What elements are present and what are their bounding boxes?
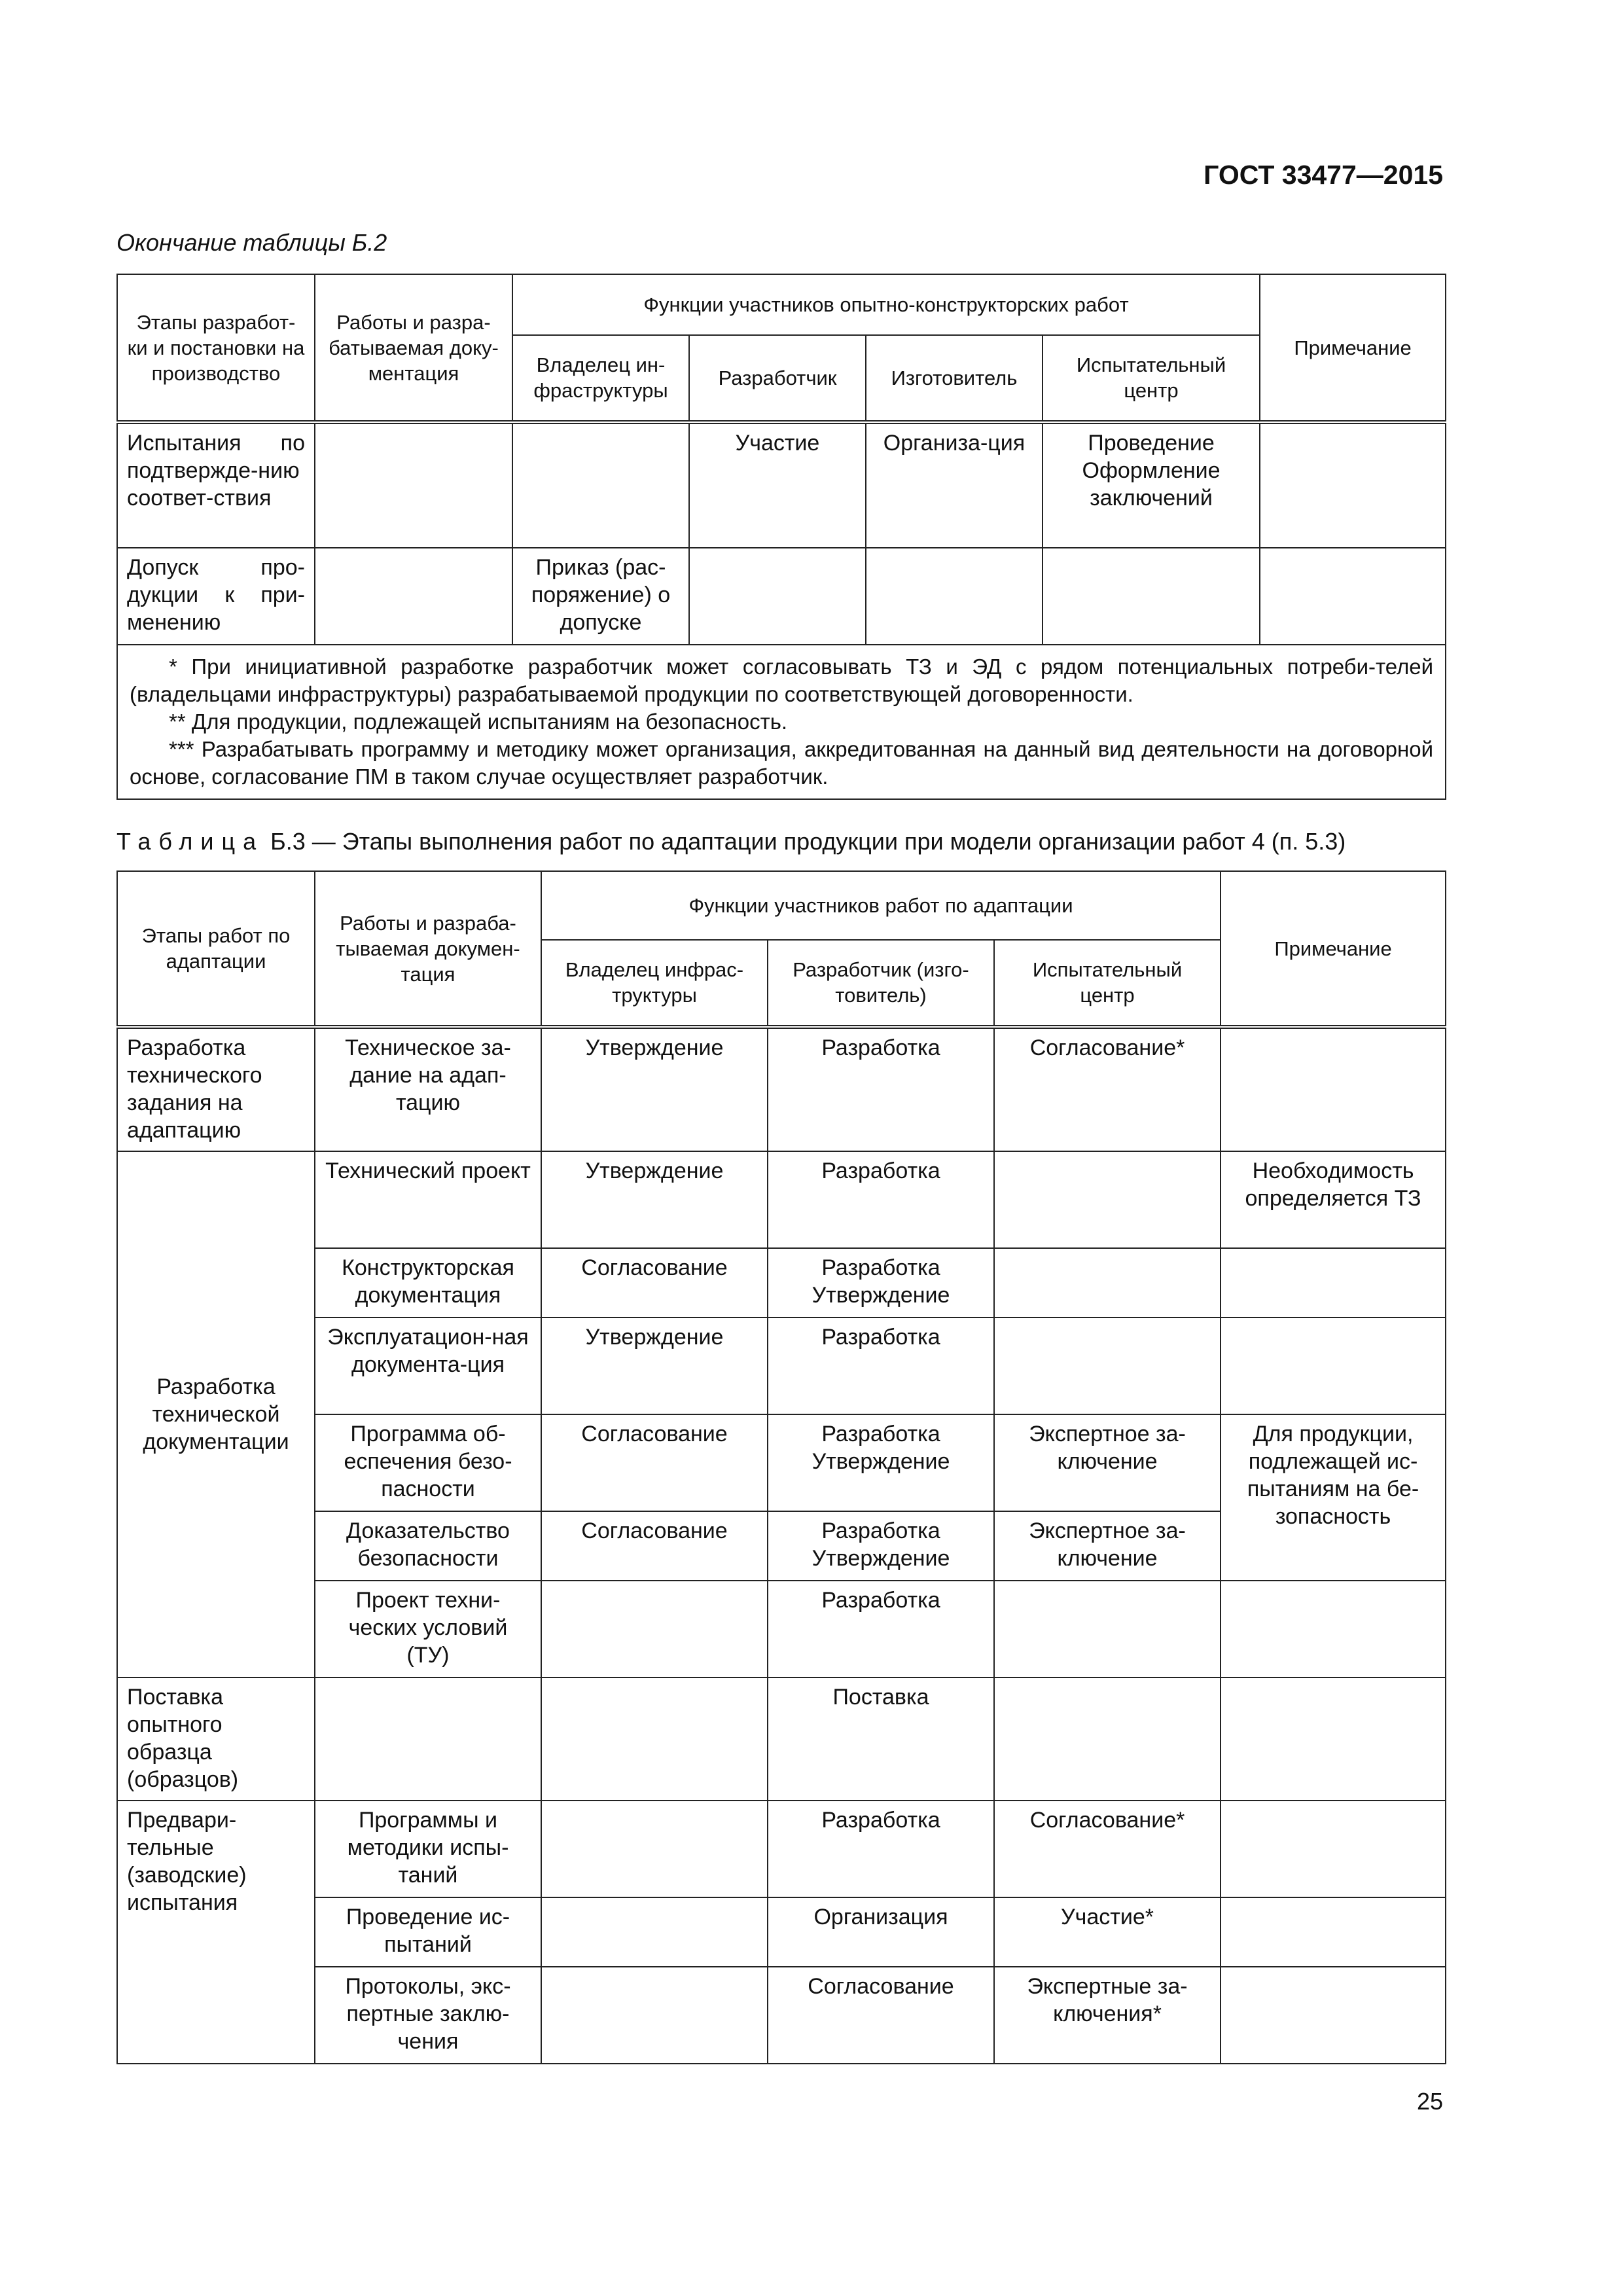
b3-cell-note [1221, 1677, 1446, 1801]
b3-cell-owner: Согласование [541, 1511, 768, 1581]
b3-cell-works: Программа об-еспечения безо-пасности [315, 1414, 541, 1511]
b3-header-test-center: Испытательный центр [994, 940, 1221, 1027]
b3-cell-works: Программы и методики испы-таний [315, 1801, 541, 1897]
b2-header-functions: Функции участников опытно-конструкторских работ [512, 274, 1260, 335]
b2-cell-developer [689, 548, 866, 645]
b3-cell-works: Техническое за-дание на адап-тацию [315, 1027, 541, 1151]
b3-cell-developer: Разработка [768, 1581, 994, 1677]
b3-cell-developer: Разработка Утверждение [768, 1414, 994, 1511]
table-row [117, 1581, 1446, 1677]
table-b3-caption [116, 828, 1346, 855]
table-row [117, 1027, 1446, 1151]
table-row [117, 1248, 1446, 1318]
b3-cell-note [1221, 1801, 1446, 1897]
b3-cell-works: Технический проект [315, 1151, 541, 1248]
table-row [117, 1414, 1446, 1511]
b2-cell-manufacturer [866, 548, 1043, 645]
b3-cell-developer: Разработка Утверждение [768, 1248, 994, 1318]
table-b3 [116, 870, 1446, 2064]
b3-cell-owner [541, 1897, 768, 1967]
b3-cell-works [315, 1677, 541, 1801]
b3-header-developer: Разработчик (изго-товитель) [768, 940, 994, 1027]
b3-cell-owner [541, 1581, 768, 1677]
b3-cell-note [1221, 1248, 1446, 1318]
b3-cell-owner [541, 1677, 768, 1801]
b3-header-note: Примечание [1221, 871, 1446, 1027]
b2-footnotes [117, 645, 1446, 799]
b3-cell-owner: Утверждение [541, 1318, 768, 1414]
b2-cell-manufacturer: Организа-ция [866, 422, 1043, 548]
b3-cell-test-center: Согласование* [994, 1027, 1221, 1151]
document-number: ГОСТ 33477—2015 [1204, 160, 1443, 190]
b2-cell-test-center [1043, 548, 1260, 645]
b3-cell-owner [541, 1801, 768, 1897]
b3-cell-note [1221, 1318, 1446, 1414]
b3-cell-stage: Предвари-тельные (заводские) испытания [117, 1801, 315, 2064]
b3-cell-owner [541, 1967, 768, 2064]
b3-cell-note: Для продукции, подлежащей ис-пытаниям на бе-зопасность [1221, 1414, 1446, 1581]
b3-cell-stage: Поставка опытного образца (образцов) [117, 1677, 315, 1801]
b3-cell-developer: Разработка Утверждение [768, 1511, 994, 1581]
b2-cell-stage: Испытания по подтвержде-нию соответ-ствия [117, 422, 315, 548]
table-row [117, 548, 1446, 645]
b3-cell-works: Проведение ис-пытаний [315, 1897, 541, 1967]
b3-cell-developer: Организация [768, 1897, 994, 1967]
b2-cell-stage: Допуск про-дукции к при-менению [117, 548, 315, 645]
b3-cell-works: Эксплуатацион-ная документа-ция [315, 1318, 541, 1414]
b3-cell-test-center [994, 1248, 1221, 1318]
b3-cell-works: Протоколы, экс-пертные заклю-чения [315, 1967, 541, 2064]
footnote-2: ** Для продукции, подлежащей испытаниям на безопасность. [169, 709, 788, 734]
b3-cell-works: Конструкторская документация [315, 1248, 541, 1318]
b3-cell-developer: Разработка [768, 1027, 994, 1151]
b2-cell-works [315, 548, 512, 645]
b3-header-stage: Этапы работ по адаптации [117, 871, 315, 1027]
table-row [117, 1897, 1446, 1967]
b2-cell-owner [512, 422, 689, 548]
b2-cell-owner: Приказ (рас-поряжение) о допуске [512, 548, 689, 645]
b3-cell-note [1221, 1897, 1446, 1967]
b3-cell-test-center [994, 1677, 1221, 1801]
b3-cell-works: Доказательство безопасности [315, 1511, 541, 1581]
caption-word: Таблица [116, 828, 264, 855]
b2-header-developer: Разработчик [689, 335, 866, 422]
b3-cell-test-center: Согласование* [994, 1801, 1221, 1897]
b3-header-functions: Функции участников работ по адаптации [541, 871, 1221, 940]
b3-cell-owner: Утверждение [541, 1151, 768, 1248]
b2-cell-test-center: Проведение Оформление заключений [1043, 422, 1260, 548]
b3-cell-developer: Разработка [768, 1318, 994, 1414]
table-row [117, 422, 1446, 548]
b3-cell-note [1221, 1967, 1446, 2064]
b2-header-owner: Владелец ин-фраструктуры [512, 335, 689, 422]
b3-cell-developer: Разработка [768, 1801, 994, 1897]
b3-cell-owner: Утверждение [541, 1027, 768, 1151]
b2-header-works: Работы и разра-батываемая доку-ментация [315, 274, 512, 422]
b3-cell-test-center [994, 1581, 1221, 1677]
table-b2 [116, 274, 1446, 800]
b3-cell-test-center: Участие* [994, 1897, 1221, 1967]
footnote-3: *** Разрабатывать программу и методику может организация, аккредитованная на данный вид деятельности на договорной основе, согласование ПМ в таком случае осуществляет разработчик. [130, 737, 1434, 789]
b2-cell-note [1260, 422, 1446, 548]
table-row [117, 1677, 1446, 1801]
b3-cell-developer: Поставка [768, 1677, 994, 1801]
b3-cell-note [1221, 1027, 1446, 1151]
b2-header-stage: Этапы разработ-ки и постановки на производство [117, 274, 315, 422]
table-b3-header-row [117, 871, 1446, 940]
b2-cell-note [1260, 548, 1446, 645]
b3-cell-note [1221, 1581, 1446, 1677]
table-b2-header-row [117, 274, 1446, 335]
table-row [117, 1151, 1446, 1248]
b3-cell-test-center [994, 1151, 1221, 1248]
b3-cell-stage: Разработка технического задания на адаптацию [117, 1027, 315, 1151]
b2-cell-developer: Участие [689, 422, 866, 548]
page-number: 25 [1416, 2088, 1443, 2115]
table-row [117, 1801, 1446, 1897]
b3-cell-test-center: Экспертное за-ключение [994, 1511, 1221, 1581]
b3-cell-owner: Согласование [541, 1414, 768, 1511]
b3-cell-test-center: Экспертное за-ключение [994, 1414, 1221, 1511]
b2-header-test-center: Испытательный центр [1043, 335, 1260, 422]
b3-cell-test-center [994, 1318, 1221, 1414]
table-b2-caption: Окончание таблицы Б.2 [116, 229, 387, 256]
b3-cell-note: Необходимость определяется ТЗ [1221, 1151, 1446, 1248]
table-row [117, 1967, 1446, 2064]
b2-header-note: Примечание [1260, 274, 1446, 422]
b3-cell-test-center: Экспертные за-ключения* [994, 1967, 1221, 2064]
b3-cell-owner: Согласование [541, 1248, 768, 1318]
b3-cell-stage: Разработка технической документации [117, 1151, 315, 1677]
b3-header-works: Работы и разраба-тываемая докумен-тация [315, 871, 541, 1027]
b2-cell-works [315, 422, 512, 548]
table-b2-footnotes-row [117, 645, 1446, 799]
b3-cell-works: Проект техни-ческих условий (ТУ) [315, 1581, 541, 1677]
b3-cell-developer: Согласование [768, 1967, 994, 2064]
table-row [117, 1318, 1446, 1414]
b3-header-owner: Владелец инфрас-труктуры [541, 940, 768, 1027]
b2-header-manufacturer: Изготовитель [866, 335, 1043, 422]
b3-cell-developer: Разработка [768, 1151, 994, 1248]
footnote-1: * При инициативной разработке разработчик может согласовывать ТЗ и ЭД с рядом потенциальных потреби-телей (владельцами инфраструктуры) разрабатываемой продукции по соответствующей договоренности. [130, 655, 1434, 706]
caption-text: Б.3 — Этапы выполнения работ по адаптации продукции при модели организации работ 4 (п. 5.3) [264, 828, 1346, 855]
